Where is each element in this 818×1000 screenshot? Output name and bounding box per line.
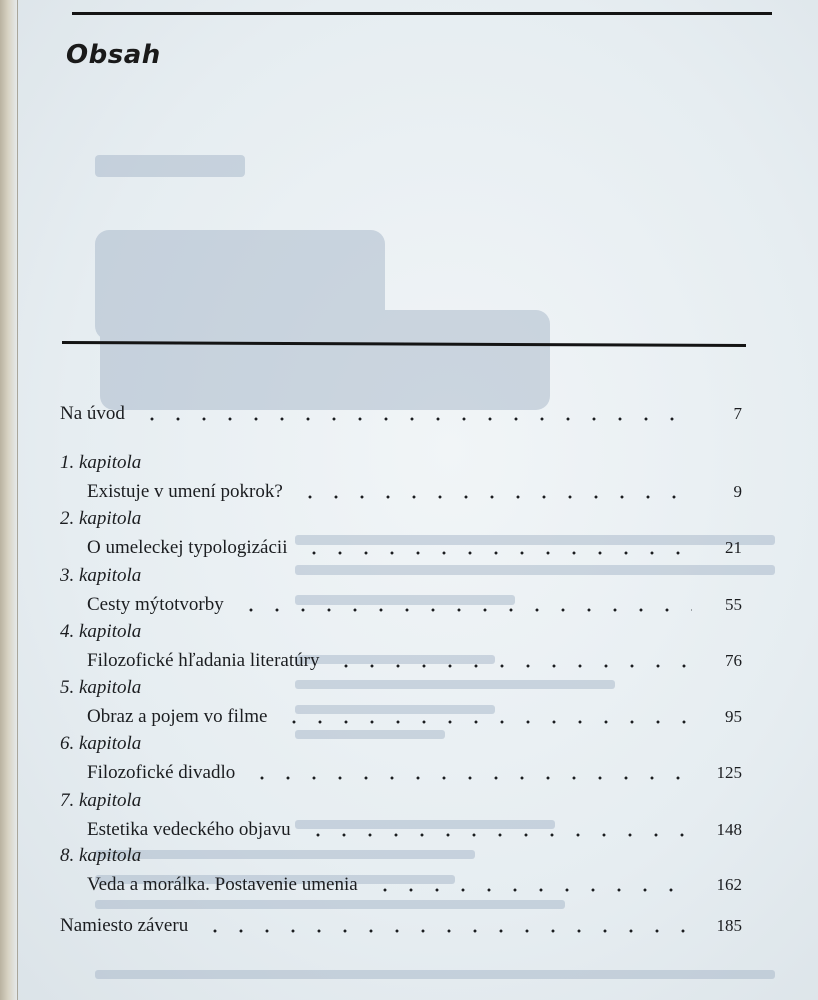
toc-row (87, 703, 742, 729)
chapter-label (60, 790, 141, 812)
toc-page-number: 162 (716, 875, 742, 894)
toc-row (87, 534, 742, 560)
toc-row (87, 759, 742, 785)
toc-entry-chapter-3[interactable] (0, 565, 818, 627)
toc-page-number: 148 (716, 820, 742, 839)
chapter-number: 1. (60, 452, 75, 473)
dot-leader (198, 929, 692, 933)
toc-row (87, 871, 742, 897)
chapter-word: kapitola (79, 845, 142, 866)
dot-leader (301, 833, 692, 837)
chapter-word: kapitola (79, 790, 142, 811)
chapter-word: kapitola (79, 621, 142, 642)
dot-leader (368, 888, 692, 892)
toc-entry-chapter-2[interactable] (0, 508, 818, 570)
toc-page-number: 7 (733, 404, 742, 423)
chapter-word: kapitola (79, 565, 142, 586)
chapter-number: 7. (60, 790, 75, 811)
dot-leader (329, 664, 692, 668)
toc-row (60, 912, 742, 938)
chapter-number: 4. (60, 621, 75, 642)
dot-leader (277, 720, 692, 724)
chapter-number: 5. (60, 677, 75, 698)
toc-entry-chapter-8[interactable] (0, 845, 818, 907)
toc-page-number: 125 (716, 763, 742, 782)
chapter-label (60, 621, 141, 643)
toc-page-number: 76 (725, 651, 742, 670)
dot-leader (135, 417, 692, 421)
dot-leader (234, 608, 692, 612)
toc-entry-outro[interactable] (0, 912, 818, 946)
page-title: Obsah (66, 40, 161, 70)
chapter-label (60, 845, 141, 867)
toc-entry-title: Obraz a pojem vo filme (87, 706, 268, 727)
chapter-label (60, 565, 141, 587)
toc-entry-title: Veda a morálka. Postavenie umenia (87, 874, 358, 895)
toc-entry-chapter-7[interactable] (0, 790, 818, 852)
chapter-number: 3. (60, 565, 75, 586)
toc-page-number: 9 (733, 482, 742, 501)
toc-entry-title: Existuje v umení pokrok? (87, 481, 283, 502)
chapter-word: kapitola (79, 733, 142, 754)
toc-row (87, 647, 742, 673)
chapter-word: kapitola (79, 677, 142, 698)
toc-entry-title: O umeleckej typologizácii (87, 537, 288, 558)
toc-entry-chapter-1[interactable] (0, 452, 818, 514)
chapter-word: kapitola (79, 452, 142, 473)
chapter-number: 6. (60, 733, 75, 754)
chapter-word: kapitola (79, 508, 142, 529)
toc-entry-title: Filozofické hľadania literatúry (87, 650, 320, 671)
toc-entry-intro[interactable] (0, 400, 818, 434)
chapter-number: 2. (60, 508, 75, 529)
toc-row (87, 478, 742, 504)
toc-page-number: 95 (725, 707, 742, 726)
chapter-label (60, 677, 141, 699)
toc-page-number: 55 (725, 595, 742, 614)
chapter-label (60, 452, 141, 474)
toc-entry-title: Namiesto záveru (60, 915, 189, 936)
chapter-number: 8. (60, 845, 75, 866)
toc-entry-chapter-4[interactable] (0, 621, 818, 683)
dot-leader (245, 776, 692, 780)
toc-row (87, 816, 742, 842)
toc-entry-title: Filozofické divadlo (87, 762, 236, 783)
toc-row (60, 400, 742, 426)
chapter-label (60, 733, 141, 755)
toc-row (87, 591, 742, 617)
toc-entry-chapter-6[interactable] (0, 733, 818, 795)
toc-page-number: 185 (716, 916, 742, 935)
toc-page-number: 21 (725, 538, 742, 557)
toc-entry-title: Na úvod (60, 403, 125, 424)
toc-entry-title: Estetika vedeckého objavu (87, 819, 291, 840)
chapter-label (60, 508, 141, 530)
toc-entry-chapter-5[interactable] (0, 677, 818, 739)
toc-entry-title: Cesty mýtotvorby (87, 594, 224, 615)
dot-leader (293, 495, 692, 499)
dot-leader (297, 551, 692, 555)
